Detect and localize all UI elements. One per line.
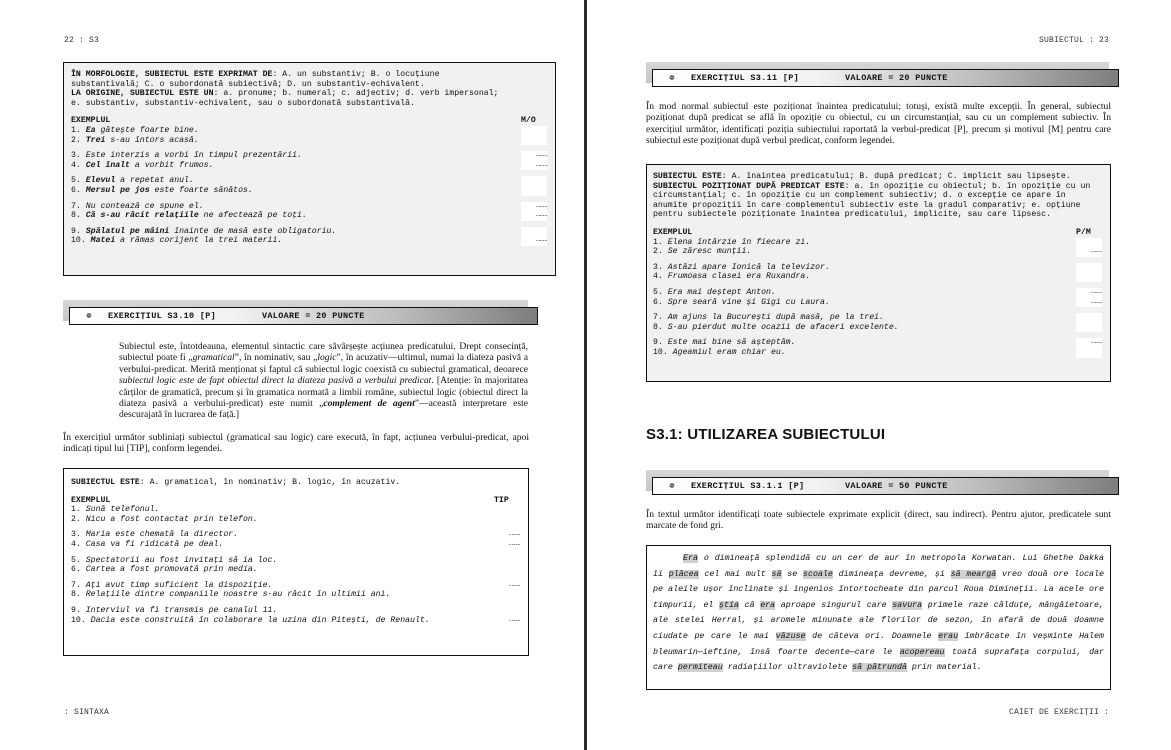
story-text: cel mai mult xyxy=(698,569,772,579)
sentence-text: Maria este chemată la director. xyxy=(85,530,239,540)
answer-slot[interactable] xyxy=(521,126,547,136)
predicate-highlight: știa xyxy=(719,600,739,610)
sentence-text: a vorbit frumos. xyxy=(129,160,214,170)
sentence-text: Ați avut timp suficient la dispoziție. xyxy=(85,580,273,590)
predicate-highlight: plăcea xyxy=(668,569,699,579)
legend-label: SUBIECTUL ESTE xyxy=(71,478,140,487)
sentence-text: Dacia este construită în colaborare la uzina din Pitești, de Renault. xyxy=(90,615,430,625)
answer-slot[interactable]: ……… xyxy=(521,202,547,212)
sentence-text: a repetat anul. xyxy=(115,176,194,186)
answer-slot[interactable] xyxy=(1076,313,1102,323)
sentence-text: Cartea a fost promovată prin media. xyxy=(85,565,258,575)
column-answer-header: TIP xyxy=(494,495,509,505)
example-number: 8. xyxy=(71,211,81,221)
legend-text: substantivală; C. o subordonată subiectivă; D. un substantiv-echivalent. xyxy=(71,79,425,89)
legend-line xyxy=(71,99,547,109)
instruction-paragraph: În mod normal subiectul este poziționat înaintea predicatului; totuși, există multe excepții. În general, subiectul poziționat după predicat se află în opoziție cu obiectul, cu un circumstanțial, sau cu un complement subiectiv. În exercițiul următor, identificați poziția subiectului raportată la verbul-predicat [P], precum și motivul [M] pentru care subiectul este poziționat după verbul predicat, conform legendei. xyxy=(646,101,1111,147)
running-head-right: SUBIECTUL : 23 xyxy=(1038,36,1109,45)
example-sentence xyxy=(71,211,521,221)
example-number: 9. xyxy=(653,338,663,348)
example-sentence xyxy=(71,176,521,186)
subject-highlight: Mersul pe jos xyxy=(85,185,150,195)
subject-highlight: Spălatul pe mâini xyxy=(85,226,170,236)
sentence-text: Nu contează ce spune el. xyxy=(85,201,204,211)
answer-slot[interactable] xyxy=(494,565,520,575)
example-number: 10. xyxy=(71,615,86,625)
example-number: 4. xyxy=(71,539,81,549)
story-text: prin material. xyxy=(906,663,982,673)
example-number: 4. xyxy=(71,160,81,170)
example-sentence xyxy=(71,186,521,196)
example-number: 7. xyxy=(71,201,81,211)
example-sentence xyxy=(71,565,494,575)
legend-label: ÎN MORFOLOGIE, SUBIECTUL ESTE EXPRIMAT DE xyxy=(71,70,273,79)
sentence-text: Este interzis a vorbi în timpul prezentării. xyxy=(85,151,302,161)
answer-slot[interactable] xyxy=(1076,323,1102,333)
sentence-text: Elena întârzie în fiecare zi. xyxy=(667,237,811,247)
answer-slot[interactable] xyxy=(494,515,520,525)
exercise-title: EXERCIȚIUL S3.1.1 [P] xyxy=(691,480,805,491)
example-sentence xyxy=(653,263,1076,273)
example-sentence xyxy=(653,338,1076,348)
answer-slot[interactable]: ……… xyxy=(1076,298,1102,308)
exercise-s3-10-box xyxy=(63,468,529,656)
column-answer-header: P/M xyxy=(1076,227,1091,237)
example-list xyxy=(653,238,1102,358)
exercise-title: EXERCIȚIUL S3.10 [P] xyxy=(108,310,217,321)
example-number: 1. xyxy=(71,505,81,515)
answer-field[interactable] xyxy=(494,556,520,575)
subject-highlight: Elevul xyxy=(85,176,116,186)
legend-lines xyxy=(653,172,1102,220)
example-group xyxy=(653,313,1102,332)
legend-label: SUBIECTUL ESTE xyxy=(653,172,722,181)
answer-slot[interactable] xyxy=(1076,272,1102,282)
legend-text: : a. pronume; b. numeral; c. adjectiv; d. verb impersonal; xyxy=(213,89,499,99)
column-answer-header: M/O xyxy=(521,116,536,126)
explanation-paragraph: Subiectul este, întotdeauna, elementul sintactic care săvârșește acțiunea predicatului. Drept consecință, subiectul poate fi „gramatical”, în nominativ, sau „logic”, în acuzativ—ultimul, numai la diateza pasivă a verbului-predicat. Merită menționat și faptul că subiectul logic coexistă cu subiectul gramatical, deoarece subiectul logic este de fapt obiectul direct la diateza pasivă a verbului predicat. [Atenție: în majoritatea cărților de gramatică, precum și în gramatica normată a limbii române, subiectul logic (obiectul direct la diateza pasivă a verbului-predicat) este numit „complement de agent”—această interpretare este descurajată în lucrarea de față.] xyxy=(119,341,529,421)
example-group xyxy=(653,263,1102,282)
answer-slot[interactable] xyxy=(494,556,520,566)
sentence-text: Spectatorii au fost invitați să ia loc. xyxy=(85,555,278,565)
table-header xyxy=(71,116,547,126)
sentence-text: Se zăresc munții. xyxy=(667,247,752,257)
exercise-banner-s3-1-1 xyxy=(646,470,1109,500)
predicate-highlight: să xyxy=(771,569,782,579)
example-number: 2. xyxy=(71,514,81,524)
answer-field[interactable] xyxy=(1076,263,1102,282)
example-sentence xyxy=(653,272,1076,282)
example-number: 9. xyxy=(71,605,81,615)
instruction-paragraph: În exercițiul următor subliniați subiectul (gramatical sau logic) care execută, în fapt, acțiunea verbului-predicat, apoi indicați tipul lui [TIP], conform legendei. xyxy=(63,432,529,455)
example-group xyxy=(71,176,547,195)
example-number: 9. xyxy=(71,226,81,236)
example-number: 7. xyxy=(71,580,81,590)
answer-slot[interactable]: ……… xyxy=(521,236,547,246)
sentence-text: S-au pierdut multe ocazii de afaceri excelente. xyxy=(667,322,899,332)
sentence-text: Casa va fi ridicată pe deal. xyxy=(85,539,224,549)
example-group xyxy=(71,556,520,575)
subject-highlight: Trei xyxy=(85,135,106,145)
exercise-value: VALOARE = 20 PUNCTE xyxy=(262,310,365,321)
sentence-text: Nicu a fost contactat prin telefon. xyxy=(85,514,258,524)
legend-label: LA ORIGINE, SUBIECTUL ESTE UN xyxy=(71,89,214,99)
answer-field[interactable] xyxy=(494,581,520,600)
table-header xyxy=(653,228,1102,238)
example-sentence xyxy=(653,247,1076,257)
predicate-highlight: să pătrundă xyxy=(852,663,907,673)
example-number: 2. xyxy=(71,135,81,145)
answer-slot[interactable] xyxy=(494,505,520,515)
example-sentence xyxy=(71,581,494,591)
example-sentence xyxy=(71,616,494,626)
sentence-text: a rămas corijent la trei materii. xyxy=(115,236,283,246)
example-group xyxy=(71,227,547,246)
sentence-text: Frumoasa clasei era Ruxandra. xyxy=(667,272,811,282)
legend-text: : a. în opoziție cu obiectul; b. în opoziție cu un circumstanțial; c. în opoziție cu un complement subiectiv; d. o excepție ce apare în anumite propoziții în care complementul subiectiv este la gradul comparativ; e. opțiune pentru subiectele poziționate înaintea predicatului, implicite, sau care lipsesc. xyxy=(653,181,1091,220)
story-text: se xyxy=(781,569,804,579)
example-number: 3. xyxy=(653,262,663,272)
answer-slot[interactable]: ……… xyxy=(508,530,520,539)
right-page xyxy=(588,0,1171,750)
legend-line xyxy=(71,70,547,80)
sentence-text: Relațiile dintre companiile noastre s-au răcit în ultimii ani. xyxy=(85,590,391,600)
story-text-box xyxy=(646,545,1111,690)
predicate-highlight: să meargă xyxy=(950,569,997,579)
legend-line xyxy=(71,478,520,488)
column-example-header: EXEMPLUL xyxy=(71,116,111,126)
answer-slot[interactable] xyxy=(494,590,520,600)
brain-icon: ❁ xyxy=(86,310,92,321)
legend-line xyxy=(71,89,547,99)
example-number: 8. xyxy=(653,322,663,332)
legend-text: : A. un substantiv; B. o locuțiune xyxy=(272,70,440,79)
legend-label: SUBIECTUL POZIȚIONAT DUPĂ PREDICAT ESTE xyxy=(653,181,845,191)
example-sentence xyxy=(653,288,1076,298)
predicate-highlight: Era xyxy=(683,554,698,563)
story-text: toată suprafața corpului, dar care xyxy=(653,647,1105,673)
example-sentence xyxy=(653,323,1076,333)
answer-slot[interactable] xyxy=(1076,263,1102,273)
left-page xyxy=(0,0,584,750)
sentence-text: este foarte sănătos. xyxy=(149,185,253,195)
legend-line xyxy=(653,182,1102,220)
example-group xyxy=(71,530,520,549)
answer-slot[interactable]: ……… xyxy=(508,615,520,624)
example-number: 5. xyxy=(653,287,663,297)
example-number: 6. xyxy=(71,185,81,195)
example-number: 6. xyxy=(653,297,663,307)
exercise-banner-s3-10 xyxy=(63,300,528,330)
subject-highlight: Că s-au răcit relațiile xyxy=(85,211,199,221)
example-number: 4. xyxy=(653,272,663,282)
answer-field[interactable] xyxy=(521,126,547,145)
example-sentence xyxy=(71,505,494,515)
answer-slot[interactable] xyxy=(1076,238,1102,248)
answer-slot[interactable] xyxy=(521,176,547,186)
answer-field[interactable] xyxy=(521,151,547,170)
story-text: dimineața devreme, și xyxy=(832,569,951,579)
answer-field[interactable] xyxy=(494,606,520,625)
answer-field[interactable] xyxy=(1076,288,1102,307)
example-number: 10. xyxy=(653,347,668,357)
example-group xyxy=(71,581,520,600)
example-number: 1. xyxy=(653,237,663,247)
sentence-text: ne afectează pe toți. xyxy=(198,211,307,221)
sentence-text: Am ajuns la București după masă, pe la trei. xyxy=(667,313,884,323)
story-text: îmbrăcate în veșminte Halem bleumarin—ieftine, însă foarte decente—care le xyxy=(653,631,1104,657)
story-text: radiațiilor ultraviolete xyxy=(722,663,853,673)
column-example-header: EXEMPLUL xyxy=(653,227,693,237)
example-number: 2. xyxy=(653,247,663,257)
example-group xyxy=(653,338,1102,357)
brain-icon: ❁ xyxy=(669,480,675,491)
answer-slot[interactable]: ……… xyxy=(508,539,520,548)
legend-text: : A. înaintea predicatului; B. după predicat; C. implicit sau lipsește. xyxy=(721,172,1071,181)
example-sentence xyxy=(71,606,494,616)
table-header xyxy=(71,496,520,506)
exercise-banner-s3-11 xyxy=(646,62,1109,92)
example-sentence xyxy=(653,298,1076,308)
predicate-highlight: scoale xyxy=(803,569,833,579)
example-sentence xyxy=(653,348,1076,358)
sentence-text: Interviul va fi transmis pe canalul 11. xyxy=(85,605,278,615)
answer-field[interactable] xyxy=(1076,338,1102,357)
example-number: 6. xyxy=(71,565,81,575)
answer-slot[interactable]: ……… xyxy=(1076,247,1102,257)
answer-slot[interactable] xyxy=(494,606,520,616)
answer-slot[interactable]: ……… xyxy=(521,211,547,221)
instruction-paragraph: În textul următor identificați toate subiectele exprimate explicit (direct, sau indirect). Pentru ajutor, predicatele sunt marcate de fond gri. xyxy=(646,509,1111,532)
exercise-s3-11-box xyxy=(646,164,1111,382)
example-group xyxy=(71,202,547,221)
story-text: de câteva ori. Doamnele xyxy=(805,631,939,641)
sentence-text: Spre seară vine și Gigi cu Laura. xyxy=(667,297,830,307)
legend-line xyxy=(71,80,547,90)
answer-field[interactable] xyxy=(521,227,547,246)
example-number: 5. xyxy=(71,176,81,186)
example-list xyxy=(71,505,520,625)
answer-slot[interactable]: ……… xyxy=(508,580,520,589)
example-sentence xyxy=(71,590,494,600)
example-sentence xyxy=(71,227,521,237)
example-group xyxy=(71,606,520,625)
predicate-highlight: era xyxy=(760,600,776,610)
example-number: 3. xyxy=(71,530,81,540)
story-text: vreo două ore locale pe aleile ușor înclinate și ingenios întortocheate din parcul Roua Dimineții. La acele ore timpurii, el xyxy=(653,569,1104,610)
example-sentence xyxy=(71,161,521,171)
sentence-text: Astăzi apare Ionică la televizor. xyxy=(667,262,830,272)
example-sentence xyxy=(71,202,521,212)
legend-text: e. substantiv, substantiv-echivalent, sau o subordonată substantivală. xyxy=(71,98,415,108)
predicate-highlight: acopereau xyxy=(899,647,945,657)
column-example-header: EXEMPLUL xyxy=(71,495,111,505)
sentence-text: Era mai deștept Anton. xyxy=(667,287,776,297)
subject-highlight: Matei xyxy=(90,236,116,246)
story-text: o dimineață splendidă cu un cer de aur în metropola Korwatan. Lui Ghethe Dakka îi xyxy=(653,554,1104,579)
predicate-highlight: permiteau xyxy=(677,663,723,673)
answer-slot[interactable] xyxy=(521,136,547,146)
legend-text: : A. gramatical, în nominativ; B. logic, în acuzativ. xyxy=(139,478,401,487)
page-spine-divider xyxy=(584,0,587,750)
example-sentence xyxy=(71,126,521,136)
answer-slot[interactable]: ……… xyxy=(521,151,547,161)
example-sentence xyxy=(71,540,494,550)
example-sentence xyxy=(71,515,494,525)
running-foot-left: : SINTAXA xyxy=(64,708,110,717)
sentence-text: Sună telefonul. xyxy=(85,505,160,515)
example-sentence xyxy=(653,313,1076,323)
answer-slot[interactable] xyxy=(521,227,547,237)
example-sentence xyxy=(71,556,494,566)
answer-slot[interactable]: ……… xyxy=(1076,338,1102,348)
legend-lines xyxy=(71,70,547,108)
running-head-left: 22 : S3 xyxy=(64,36,100,45)
answer-field[interactable] xyxy=(1076,313,1102,332)
answer-field[interactable] xyxy=(1076,238,1102,257)
sentence-text: s-au întors acasă. xyxy=(105,135,199,145)
subject-highlight: Ea xyxy=(85,125,96,135)
exercise-value: VALOARE = 50 PUNCTE xyxy=(845,480,948,491)
example-group xyxy=(653,238,1102,257)
example-sentence xyxy=(71,236,521,246)
predicate-highlight: văzuse xyxy=(775,631,806,641)
example-number: 10. xyxy=(71,236,86,246)
example-sentence xyxy=(71,136,521,146)
story-text: primele raze călduțe, mângâietoare, ale stelei Herral, și aromele minunate ale florilor de sezon, în afară de două doamne ciudate pe care le mai xyxy=(653,600,1104,641)
answer-slot[interactable]: ……… xyxy=(521,161,547,171)
answer-field[interactable] xyxy=(494,505,520,524)
exercise-title: EXERCIȚIUL S3.11 [P] xyxy=(691,72,800,83)
running-foot-right: CAIET DE EXERCIȚII : xyxy=(1008,708,1109,717)
answer-field[interactable] xyxy=(521,202,547,221)
story-text: aproape singurul care xyxy=(775,600,893,610)
answer-field[interactable] xyxy=(494,530,520,549)
exercise-value: VALOARE = 20 PUNCTE xyxy=(845,72,948,83)
legend-line xyxy=(653,172,1102,182)
section-heading: S3.1: UTILIZAREA SUBIECTULUI xyxy=(646,426,886,443)
example-sentence xyxy=(71,151,521,161)
example-number: 5. xyxy=(71,555,81,565)
brain-icon: ❁ xyxy=(669,72,675,83)
example-sentence xyxy=(653,238,1076,248)
example-group xyxy=(71,505,520,524)
sentence-text: Ageamiul eram chiar eu. xyxy=(672,347,786,357)
example-number: 1. xyxy=(71,125,81,135)
example-group xyxy=(71,151,547,170)
answer-slot[interactable] xyxy=(521,186,547,196)
subject-expression-legend-box xyxy=(63,62,556,276)
example-group xyxy=(71,126,547,145)
example-sentence xyxy=(71,530,494,540)
example-list xyxy=(71,126,547,246)
example-number: 3. xyxy=(71,151,81,161)
predicate-highlight: erau xyxy=(938,631,959,641)
sentence-text: înainte de masă este obligatoriu. xyxy=(169,226,337,236)
sentence-text: Este mai bine să așteptăm. xyxy=(667,338,796,348)
answer-slot[interactable]: ……… xyxy=(1076,288,1102,298)
predicate-highlight: savura xyxy=(892,600,923,610)
story-text: că xyxy=(738,600,761,610)
answer-field[interactable] xyxy=(521,176,547,195)
example-group xyxy=(653,288,1102,307)
sentence-text: gătește foarte bine. xyxy=(95,125,199,135)
example-number: 8. xyxy=(71,590,81,600)
subject-highlight: Cel înalt xyxy=(85,160,130,170)
example-number: 7. xyxy=(653,313,663,323)
answer-slot[interactable] xyxy=(1076,348,1102,358)
